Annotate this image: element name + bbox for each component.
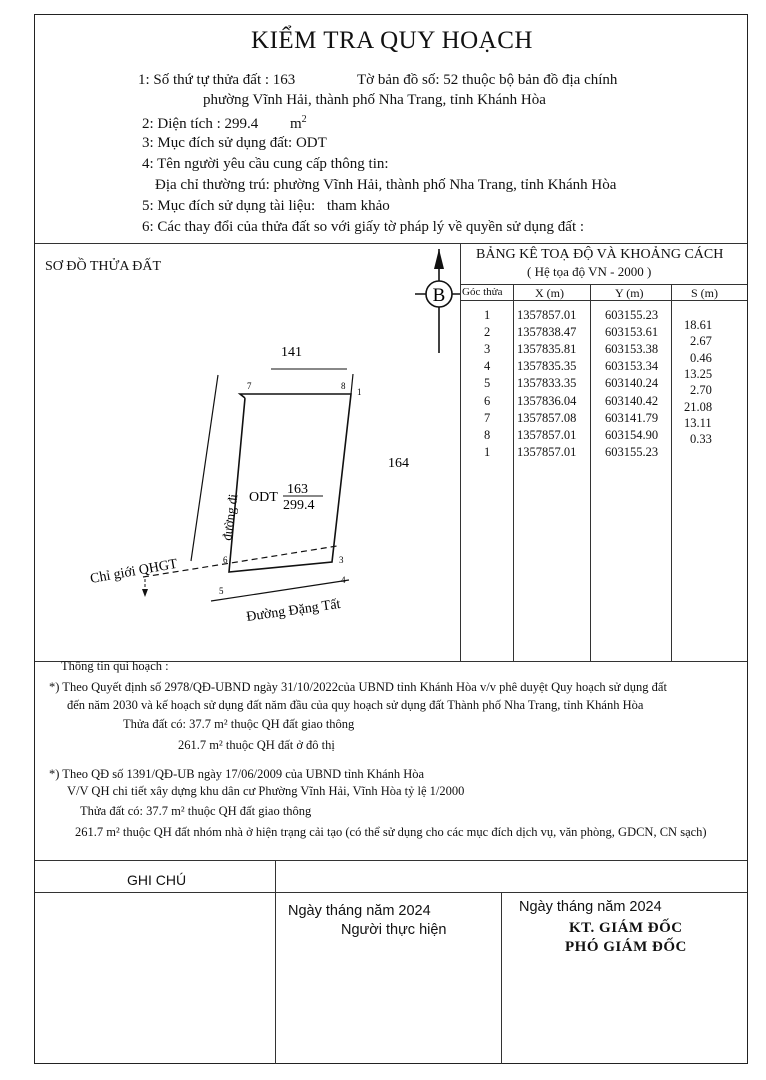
map-sheet-line: Tờ bản đồ số: 52 thuộc bộ bản đồ địa chính — [357, 72, 618, 88]
coord-point: 6 — [484, 393, 491, 408]
sketch-table-divider — [460, 243, 461, 661]
coord-y: 603140.42 — [605, 393, 659, 408]
coord-x: 1357857.01 — [517, 427, 577, 442]
coord-point: 1 — [484, 308, 491, 322]
section-divider — [35, 860, 747, 861]
document-page — [34, 14, 748, 1064]
coord-distance: 13.11 — [684, 415, 712, 430]
planning-p1-line1: *) Theo Quyết định số 2978/QĐ-UBND ngày 31/10/2022của UBND tỉnh Khánh Hòa v/v phê duyệt Quy hoạch sử dụng đất — [49, 680, 667, 694]
area-unit: m — [290, 116, 302, 132]
coord-table-title: BẢNG KÊ TOẠ ĐỘ VÀ KHOẢNG CÁCH — [476, 247, 724, 262]
table-header-top — [460, 284, 747, 285]
coord-x: 1357835.35 — [517, 359, 577, 374]
coord-distance: 2.70 — [690, 383, 712, 398]
coord-table-subtitle: ( Hệ tọa độ VN - 2000 ) — [527, 264, 652, 279]
coord-distance: 2.67 — [690, 334, 712, 349]
point-1: 1 — [357, 387, 362, 397]
coord-x: 1357857.01 — [517, 308, 577, 322]
address-line: Địa chỉ thường trú: phường Vĩnh Hải, thành phố Nha Trang, tỉnh Khánh Hòa — [155, 177, 617, 193]
coord-distance: 0.33 — [690, 432, 712, 447]
point-5: 5 — [219, 586, 224, 596]
sketch-heading: SƠ ĐỒ THỬA ĐẤT — [45, 259, 161, 274]
approver-date: Ngày tháng năm 2024 — [519, 899, 662, 915]
approver-title-2: PHÓ GIÁM ĐỐC — [565, 939, 687, 955]
header-x: X (m) — [535, 286, 564, 300]
parcel-number-line: 1: Số thứ tự thửa đất : 163 — [138, 72, 296, 88]
parcel-land-use: ODT — [249, 490, 278, 505]
area-text: 2: Diện tích : 299.4 — [142, 116, 259, 132]
doc-purpose-value: tham khảo — [326, 198, 390, 214]
coord-y: 603153.61 — [605, 325, 659, 340]
area-line — [142, 114, 307, 133]
coord-point: 1 — [484, 444, 491, 459]
coord-distance: 21.08 — [684, 399, 713, 414]
coord-distance: 13.25 — [684, 366, 713, 381]
coord-x: 1357857.08 — [517, 410, 577, 425]
coord-y: 603140.24 — [605, 376, 659, 391]
section-divider — [35, 892, 747, 893]
coord-x: 1357838.47 — [517, 325, 577, 340]
header-point: Góc thửa — [462, 286, 503, 298]
map-sheet-location: phường Vĩnh Hải, thành phố Nha Trang, tỉnh Khánh Hòa — [203, 92, 546, 108]
coord-distance: 18.61 — [684, 318, 713, 332]
planning-p2-line1: *) Theo QĐ số 1391/QĐ-UB ngày 17/06/2009 của UBND tỉnh Khánh Hòa — [49, 767, 425, 781]
coord-y: 603153.38 — [605, 342, 659, 357]
doc-purpose-label: 5: Mục đích sử dụng tài liệu: — [142, 198, 316, 214]
front-road-label: Đường Đặng Tất — [245, 596, 342, 625]
coord-x: 1357833.35 — [517, 376, 577, 391]
coord-y: 603141.79 — [605, 410, 659, 425]
note-label: GHI CHÚ — [127, 872, 187, 888]
land-use-line: 3: Mục đích sử dụng đất: ODT — [142, 135, 327, 151]
parcel-141-label: 141 — [281, 345, 302, 360]
area-unit-sup: 2 — [301, 114, 307, 125]
coord-x: 1357857.01 — [517, 444, 577, 459]
point-6: 6 — [223, 555, 228, 565]
coord-point: 3 — [484, 342, 491, 357]
table-col-sep — [513, 284, 514, 661]
doc-purpose-line — [142, 198, 390, 215]
neighbor-boundary — [351, 374, 353, 394]
header-y: Y (m) — [615, 286, 644, 300]
side-road-label: đường đi — [219, 492, 241, 542]
changes-line: 6: Các thay đổi của thửa đất so với giấy tờ pháp lý về quyền sử dụng đất : — [142, 219, 585, 235]
performer-label: Người thực hiện — [341, 922, 447, 938]
coord-point: 2 — [484, 325, 491, 340]
footer-divider — [275, 860, 276, 1064]
point-4: 4 — [341, 575, 346, 585]
north-label: B — [432, 285, 446, 306]
point-3: 3 — [339, 555, 344, 565]
performer-date: Ngày tháng năm 2024 — [288, 903, 431, 919]
planning-heading: Thông tin qui hoạch : — [61, 659, 169, 673]
planning-p1-line2: đến năm 2030 và kế hoạch sử dụng đất năm đầu của quy hoạch sử dụng đất Thành phố Nha Trang, tỉnh Khánh Hòa — [67, 698, 644, 712]
document-title: KIỂM TRA QUY HOẠCH — [251, 27, 533, 54]
north-arrow-icon — [415, 249, 460, 353]
parcel-164-label: 164 — [388, 456, 409, 471]
coord-distance: 0.46 — [690, 350, 712, 365]
coord-y: 603155.23 — [605, 444, 659, 459]
coord-x: 1357835.81 — [517, 342, 577, 357]
table-col-sep — [671, 284, 672, 661]
footer-divider — [501, 892, 502, 1064]
planning-p2-line4: 261.7 m² thuộc QH đất nhóm nhà ở hiện trạng cải tạo (có thể sử dụng cho các mục đích dịch vụ, văn phòng, GDCN, CN sạch) — [75, 825, 707, 839]
coord-point: 5 — [484, 376, 491, 391]
parcel-number: 163 — [287, 482, 308, 497]
planning-p2-line3: Thửa đất có: 37.7 m² thuộc QH đất giao thông — [80, 804, 312, 818]
coord-y: 603153.34 — [605, 359, 659, 374]
approver-title-1: KT. GIÁM ĐỐC — [569, 920, 683, 936]
parcel-area: 299.4 — [283, 498, 315, 513]
planning-p1-line4: 261.7 m² thuộc QH đất ở đô thị — [178, 738, 335, 752]
requester-line: 4: Tên người yêu cầu cung cấp thông tin: — [142, 156, 389, 172]
coord-y: 603155.23 — [605, 308, 659, 322]
planning-p2-line2: V/V QH chi tiết xây dựng khu dân cư Phường Vĩnh Hải, Vĩnh Hòa tỷ lệ 1/2000 — [67, 784, 465, 798]
point-7: 7 — [247, 381, 252, 391]
parcel-sketch — [35, 243, 460, 661]
table-col-sep — [590, 284, 591, 661]
planning-p1-line3: Thửa đất có: 37.7 m² thuộc QH đất giao thông — [123, 717, 355, 731]
coord-point: 7 — [484, 410, 491, 425]
coord-y: 603154.90 — [605, 427, 659, 442]
header-s: S (m) — [691, 286, 718, 300]
point-8: 8 — [341, 381, 346, 391]
coord-x: 1357836.04 — [517, 393, 577, 408]
coord-point: 4 — [484, 359, 491, 374]
coord-point: 8 — [484, 427, 491, 442]
road-edge — [191, 375, 218, 561]
planning-boundary-label: Chỉ giới QHGT — [89, 556, 179, 587]
